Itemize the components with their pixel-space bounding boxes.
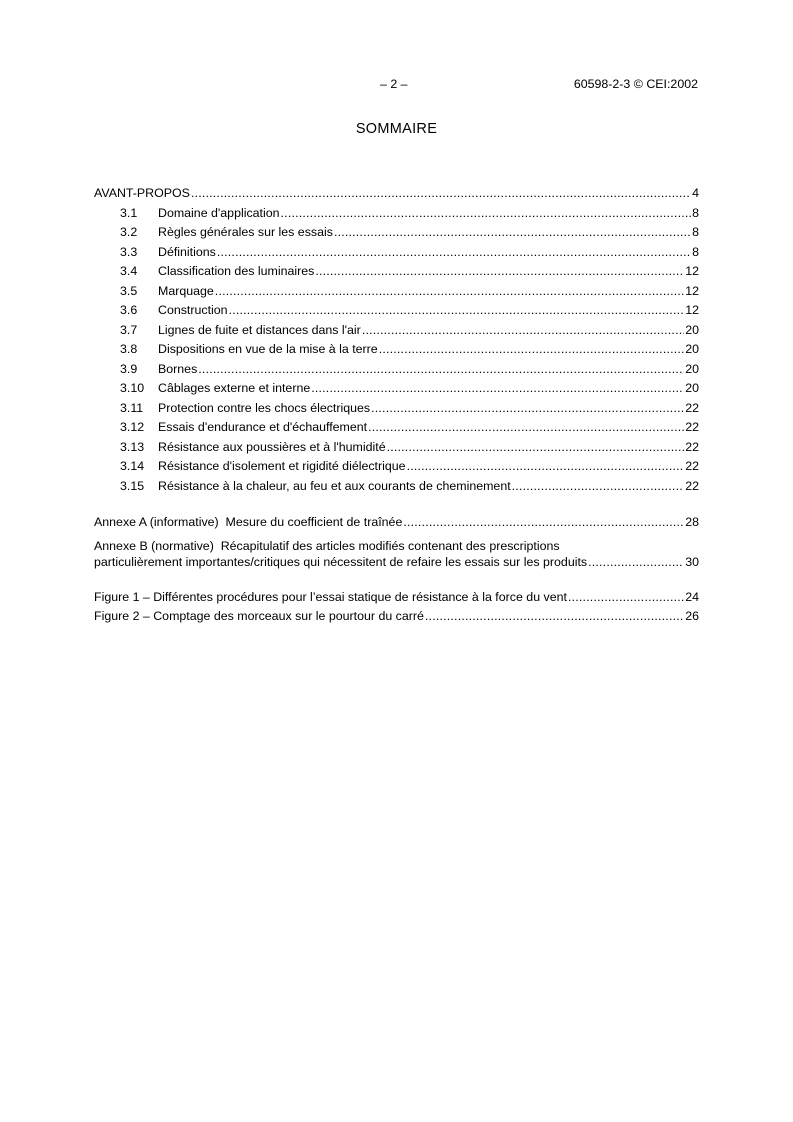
- toc-entry-figure[interactable]: [94, 607, 699, 627]
- toc-entry-label: Définitions: [158, 244, 216, 259]
- toc-entry-clause[interactable]: [94, 379, 699, 399]
- toc-entry-page: 8: [692, 244, 699, 259]
- clause-number: 3.15: [120, 478, 145, 493]
- toc-entry-label: Dispositions en vue de la mise à la terre: [158, 342, 378, 356]
- toc-entry-label: Marquage: [158, 283, 214, 298]
- dot-leader: [362, 321, 684, 341]
- toc-entry-page: 22: [685, 400, 699, 415]
- toc-entry-clause[interactable]: [94, 301, 699, 321]
- dot-leader: [387, 438, 685, 458]
- toc-entry-page: 4: [692, 186, 699, 200]
- dot-leader: [425, 607, 684, 627]
- toc-entry-clause[interactable]: [94, 477, 699, 497]
- toc-entry-page: 8: [692, 205, 699, 220]
- dot-leader: [315, 262, 684, 282]
- toc-entry-clause[interactable]: [94, 223, 699, 243]
- dot-leader: [379, 340, 685, 360]
- dot-leader: [198, 360, 684, 380]
- clause-number: 3.1: [120, 205, 138, 220]
- toc-entry-label: Classification des luminaires: [158, 264, 315, 278]
- clause-number: 3.7: [120, 322, 138, 337]
- toc-entry-page: 26: [685, 609, 699, 623]
- toc-entry-label: Protection contre les chocs électriques: [158, 400, 371, 415]
- dot-leader: [371, 399, 684, 419]
- dot-leader: [568, 588, 684, 608]
- clause-number: 3.11: [120, 400, 144, 415]
- toc-entry-label: Bornes: [158, 361, 198, 376]
- toc-entry-label: Règles générales sur les essais: [158, 225, 333, 239]
- toc-entry-clause[interactable]: [94, 321, 699, 341]
- clause-number: 3.3: [120, 244, 138, 259]
- dot-leader: [512, 477, 685, 497]
- toc-entry-label: Figure 2 – Comptage des morceaux sur le pourtour du carré: [94, 609, 424, 623]
- dot-leader: [311, 379, 684, 399]
- dot-leader: [334, 223, 691, 243]
- toc-entry-page: 22: [685, 459, 699, 473]
- clause-number: 3.6: [120, 303, 138, 317]
- toc-entry-clause[interactable]: [94, 457, 699, 477]
- page-header: [0, 77, 793, 93]
- toc-entry-label: Domaine d'application: [158, 205, 280, 220]
- toc-entry-clause[interactable]: [94, 399, 699, 419]
- toc-entry-page: 20: [685, 381, 699, 395]
- dot-leader: [281, 204, 692, 224]
- toc-entry-clause[interactable]: [94, 204, 699, 224]
- toc-entry-label-line1: Annexe B (normative) Récapitulatif des articles modifiés contenant des prescriptions: [94, 538, 560, 553]
- toc-entry-page: 12: [685, 264, 699, 278]
- table-of-contents: [94, 184, 699, 627]
- toc-entry-label: Résistance d'isolement et rigidité diélectrique: [158, 459, 406, 473]
- toc-entry-clause[interactable]: [94, 243, 699, 263]
- toc-entry-page: 20: [685, 342, 699, 356]
- clause-number: 3.10: [120, 381, 145, 395]
- toc-entry-page: 28: [685, 515, 699, 529]
- dot-leader: [407, 457, 685, 477]
- toc-entry-label: AVANT-PROPOS: [94, 186, 190, 200]
- toc-entry-page: 20: [685, 361, 699, 376]
- clause-number: 3.13: [120, 439, 145, 454]
- toc-entry-label: Résistance à la chaleur, au feu et aux courants de cheminement: [158, 478, 511, 493]
- dot-leader: [368, 418, 684, 438]
- toc-entry-page: 12: [685, 283, 699, 298]
- dot-leader: [229, 301, 685, 321]
- clause-number: 3.14: [120, 459, 145, 473]
- toc-entry-clause[interactable]: [94, 418, 699, 438]
- clause-number: 3.2: [120, 225, 138, 239]
- clause-number: 3.8: [120, 342, 138, 356]
- clause-number: 3.5: [120, 283, 138, 298]
- toc-entry-clause[interactable]: [94, 340, 699, 360]
- toc-entry-label: Figure 1 – Différentes procédures pour l’essai statique de résistance à la force du vent: [94, 589, 567, 604]
- dot-leader: [215, 282, 684, 302]
- toc-entry-annex-a[interactable]: [94, 513, 699, 533]
- dot-leader: [588, 554, 684, 570]
- toc-entry-page: 30: [685, 554, 699, 569]
- toc-entry-annex-b[interactable]: [94, 538, 699, 570]
- dot-leader: [191, 184, 691, 204]
- document-reference: 60598-2-3 © CEI:2002: [573, 77, 698, 91]
- toc-entry-label: Lignes de fuite et distances dans l'air: [158, 322, 361, 337]
- toc-entry-page: 20: [685, 322, 699, 337]
- toc-entry-clause[interactable]: [94, 262, 699, 282]
- toc-entry-label: Construction: [158, 303, 228, 317]
- toc-entry-label: Câblages externe et interne: [158, 381, 311, 395]
- toc-entry-label-line2: particulièrement importantes/critiques qui nécessitent de refaire les essais sur les produits: [94, 554, 588, 569]
- toc-entry-page: 22: [685, 478, 699, 493]
- toc-entry-foreword[interactable]: [94, 184, 699, 204]
- toc-entry-label: Résistance aux poussières et à l'humidité: [158, 439, 386, 454]
- toc-title: SOMMAIRE: [355, 121, 438, 137]
- toc-entry-label: Annexe A (informative) Mesure du coefficient de traînée: [94, 515, 403, 529]
- toc-entry-page: 8: [692, 225, 699, 239]
- toc-entry-page: 22: [685, 420, 699, 434]
- toc-entry-page: 22: [685, 439, 699, 454]
- toc-entry-page: 12: [685, 303, 699, 317]
- clause-number: 3.4: [120, 264, 138, 278]
- clause-number: 3.12: [120, 420, 145, 434]
- clause-number: 3.9: [120, 361, 138, 376]
- dot-leader: [403, 513, 684, 533]
- toc-entry-clause[interactable]: [94, 282, 699, 302]
- toc-entry-clause[interactable]: [94, 360, 699, 380]
- page-number: – 2 –: [380, 77, 408, 91]
- toc-entry-label: Essais d'endurance et d'échauffement: [158, 420, 368, 434]
- toc-entry-clause[interactable]: [94, 438, 699, 458]
- dot-leader: [217, 243, 691, 263]
- toc-entry-page: 24: [685, 589, 699, 604]
- toc-entry-figure[interactable]: [94, 588, 699, 608]
